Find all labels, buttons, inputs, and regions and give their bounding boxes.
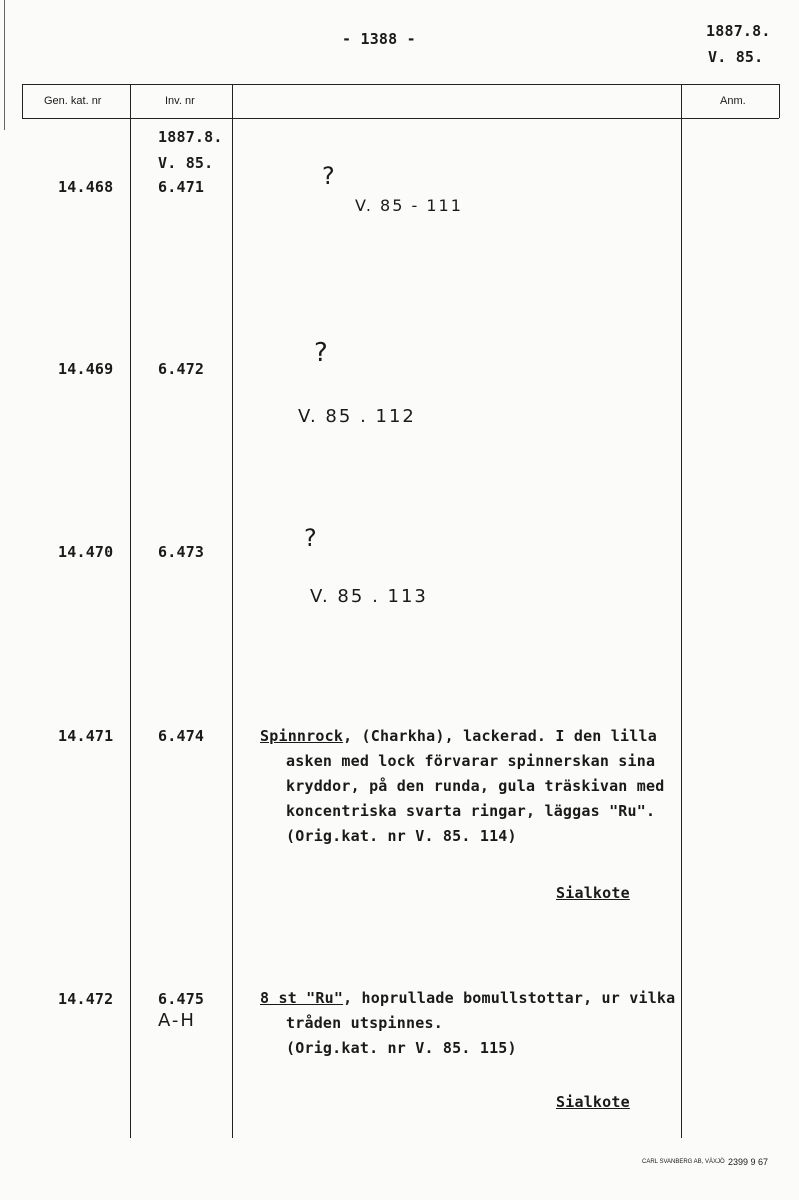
gen-kat-nr: 14.468 [58, 178, 114, 196]
table-left-border [22, 84, 23, 118]
item-description [260, 986, 675, 1061]
header-anm: Anm. [720, 95, 746, 107]
top-reference-2: V. 85. [708, 48, 764, 66]
description-line: asken med lock förvarar spinnerskan sina [286, 752, 656, 770]
description-line: tråden utspinnes. [286, 1014, 443, 1032]
desc-anm-divider [681, 84, 682, 1138]
top-reference-1: 1887.8. [706, 22, 771, 40]
item-description [260, 724, 664, 849]
handwritten-reference: V. 85 . 113 [310, 586, 428, 607]
gen-inv-divider [130, 84, 131, 1138]
gen-kat-nr: 14.471 [58, 727, 114, 745]
gen-kat-nr: 14.472 [58, 990, 114, 1008]
item-title: 8 st "Ru" [260, 989, 344, 1007]
header-gen-kat-nr: Gen. kat. nr [44, 95, 102, 107]
gen-kat-nr: 14.469 [58, 360, 114, 378]
table-header-divider [22, 118, 779, 119]
handwritten-inv-suffix: A-H [158, 1010, 196, 1031]
inv-nr: 6.471 [158, 178, 205, 196]
form-code: 2399 9 67 [728, 1157, 769, 1167]
table-top-border [22, 84, 779, 85]
inv-desc-divider [232, 84, 233, 1138]
inv-reference-2: V. 85. [158, 154, 214, 172]
description-text: , hoprullade bomullstottar, ur vilka [343, 989, 676, 1007]
handwritten-reference: V. 85 - 111 [355, 196, 463, 215]
question-mark: ? [304, 524, 319, 552]
inv-nr: 6.475 [158, 990, 205, 1008]
left-margin-mark [4, 0, 5, 130]
place-sialkote: Sialkote [556, 1093, 630, 1111]
description-text: , (Charkha), lackerad. I den lilla [343, 727, 657, 745]
inv-nr: 6.472 [158, 360, 205, 378]
description-line: kryddor, på den runda, gula träskivan med [286, 777, 665, 795]
question-mark: ? [314, 338, 330, 368]
table-right-border [779, 84, 780, 118]
description-line: koncentriska svarta ringar, läggas "Ru". [286, 802, 656, 820]
gen-kat-nr: 14.470 [58, 543, 114, 561]
inv-nr: 6.474 [158, 727, 205, 745]
printer-imprint: CARL SVANBERG AB, VÄXJÖ [642, 1159, 725, 1165]
handwritten-reference: V. 85 . 112 [298, 406, 416, 427]
question-mark: ? [322, 162, 337, 190]
original-catalog-ref: (Orig.kat. nr V. 85. 115) [286, 1039, 517, 1057]
header-inv-nr: Inv. nr [165, 95, 195, 107]
page-number: - 1388 - [342, 30, 416, 48]
place-sialkote: Sialkote [556, 884, 630, 902]
inv-reference-1: 1887.8. [158, 128, 223, 146]
inv-nr: 6.473 [158, 543, 205, 561]
original-catalog-ref: (Orig.kat. nr V. 85. 114) [286, 827, 517, 845]
item-title: Spinnrock [260, 727, 344, 745]
